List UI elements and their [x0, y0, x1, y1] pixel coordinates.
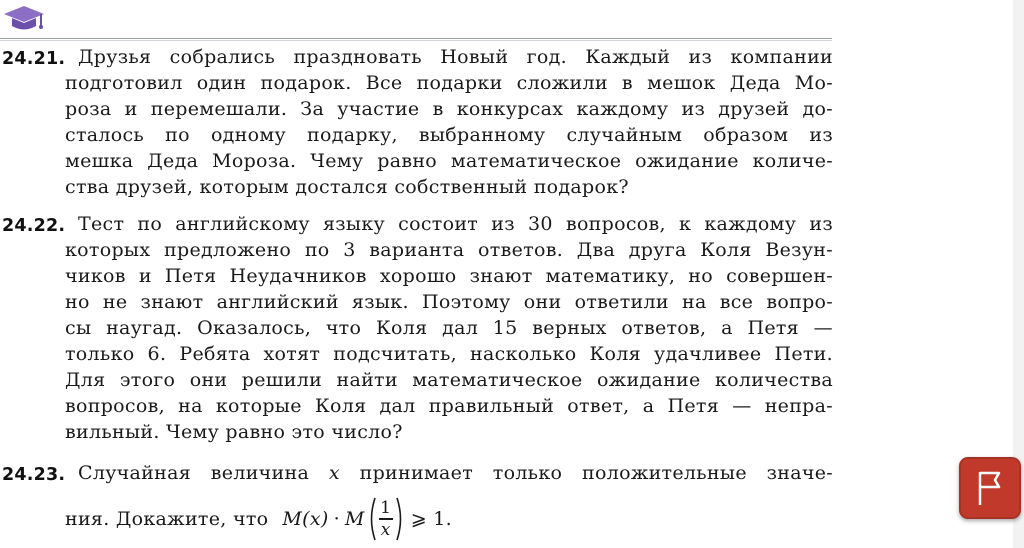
fraction-numerator: 1 — [380, 498, 392, 519]
problem-line: Тест по английскому языку состоит из 30 вопросов, к каждому из — [78, 213, 833, 235]
problem-number: 24.23. — [2, 465, 66, 485]
text-run: ния. Докажите, что — [65, 508, 269, 530]
problem-line: чиков и Петя Неудачников хорошо знают математику, но совершен- — [65, 265, 833, 287]
text-run: Случайная величина — [78, 462, 310, 484]
text-run: принимает только положительные значе- — [359, 462, 833, 484]
header-rule — [0, 38, 832, 39]
flag-button[interactable] — [959, 457, 1021, 519]
problem-line: роза и перемешали. За участие в конкурсах каждому из друзей до- — [65, 98, 833, 120]
left-paren-icon — [367, 497, 377, 541]
fraction-denominator: x — [380, 519, 391, 540]
problem-line: ства друзей, которым достался собственный подарок? — [65, 176, 629, 198]
problem-line: сталось по одному подарку, выбранному случайным образом из — [65, 124, 833, 146]
problem-number: 24.21. — [2, 49, 66, 69]
fraction — [379, 498, 393, 540]
problem-line — [78, 462, 833, 484]
problem-line: мешка Деда Мороза. Чему равно математическое ожидание количе- — [65, 150, 833, 172]
math-variable: x — [328, 462, 340, 484]
flag-icon — [961, 459, 1019, 517]
formula-term: M(x) — [282, 508, 329, 530]
problem-line: но не знают английский язык. Поэтому они ответили на все вопро- — [65, 291, 833, 313]
problem-number: 24.22. — [2, 216, 66, 236]
formula-relation: ⩾ 1. — [410, 508, 452, 530]
problem-line: вопросов, на которые Коля дал правильный ответ, а Петя — непра- — [65, 395, 833, 417]
problem-line: которых предложено по 3 варианта ответов. Два друга Коля Везун- — [65, 239, 833, 261]
problem-line: вильный. Чему равно это число? — [65, 421, 403, 443]
problem-line: Друзья собрались праздновать Новый год. Каждый из компании — [78, 46, 833, 68]
right-paren-icon — [395, 497, 405, 541]
header-rule-shadow — [0, 40, 832, 41]
graduation-cap-icon — [2, 3, 46, 37]
problem-line: Для этого они решили найти математическое ожидание количества — [65, 369, 833, 391]
formula — [282, 497, 452, 541]
problem-line: подготовил один подарок. Все подарки сложили в мешок Деда Мо- — [65, 72, 833, 94]
formula-dot: · — [333, 508, 340, 530]
formula-term: M — [344, 508, 365, 530]
problem-line-with-formula — [65, 496, 833, 542]
problem-line: только 6. Ребята хотят подсчитать, насколько Коля удачливее Пети. — [65, 343, 833, 365]
problem-line: сы наугад. Оказалось, что Коля дал 15 верных ответов, а Петя — — [65, 317, 833, 339]
